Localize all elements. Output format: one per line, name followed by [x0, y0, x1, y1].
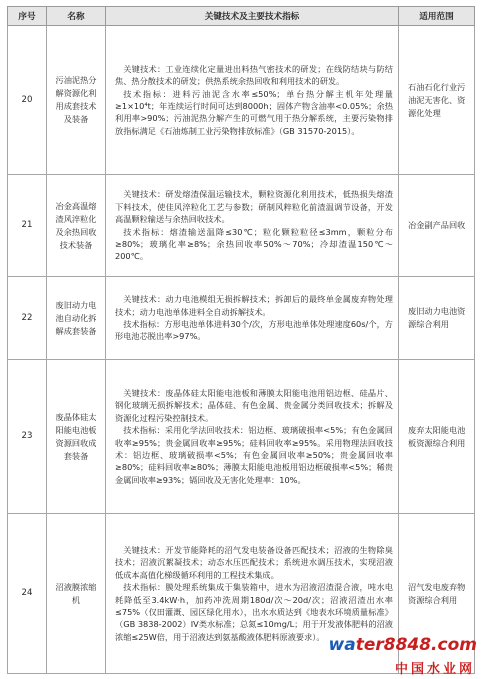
tech-key-paragraph: 关键技术：工业连续化定量进出料热气密技术的研发；在线防结块与防结焦、热分散技术的研发；供热系统余热回收和利用技术的研发。 [115, 63, 393, 87]
tech-key-paragraph: 关键技术：废晶体硅太阳能电池板和薄膜太阳能电池用铝边框、硅晶片、钢化玻璃无损拆解技术；晶体硅、有色金属、贵金属分类回收技术；拆解及资源化过程污染控制技术。 [115, 387, 393, 423]
row-number: 21 [8, 175, 47, 277]
row-number: 23 [8, 360, 47, 514]
row-number: 20 [8, 26, 47, 175]
col-header-tech: 关键技术及主要技术指标 [106, 7, 399, 26]
row-number: 24 [8, 514, 47, 674]
row-scope: 废旧动力电池资源综合利用 [399, 277, 475, 360]
tech-index-paragraph: 技术指标：采用化学法回收技术：铝边框、玻璃破损率<5%；有色金属回收率≥95%；贵金属回收率≥95%；硅料回收率≥95%。采用物理法回收技术：铝边框、玻璃破损率<5%；有色金属回收率≥50%；贵金属回收率≥80%；硅料回收率≥80%；薄膜太阳能电池板用铝边框破损率<5%；稀贵金属回收率≥93%；镉回收及无害化处理率：10%。 [115, 425, 393, 485]
watermark-brand-rest: ter8848.com [355, 635, 477, 655]
table-row [8, 360, 475, 514]
col-header-no: 序号 [8, 7, 47, 26]
table-row [8, 26, 475, 175]
row-number: 22 [8, 277, 47, 360]
row-name: 沼液膜浓缩机 [47, 514, 106, 674]
tech-index-paragraph: 技术指标：膜处理系统集成于集装箱中，进水为沼液沼渣混合液，吨水电耗降低至3.4kW·h，加药冲洗周期180d/次～20d/次；沼液沼渣出水率≤75%（仅田灌溉、园区绿化用水），出水水质达到《地表水环境质量标准》（GB 3838-2002）IV类水标准；总氮≤10mg/L；用于开发液体肥料的沼液浓缩≤25W倍，用于沼液达到氨基酸液体肥料原液要求）。 [115, 582, 393, 642]
row-scope: 废弃太阳能电池板资源综合利用 [399, 360, 475, 514]
tech-index-paragraph: 技术指标：方形电池单体进料30个/次，方形电池单体处理速度60s/个，方形电池芯脱出率>97%。 [115, 319, 393, 342]
row-tech [106, 175, 399, 277]
row-tech [106, 277, 399, 360]
row-name: 污油泥热分解资源化利用成套技术及装备 [47, 26, 106, 175]
col-header-scope: 适用范围 [399, 7, 475, 26]
tech-index-paragraph: 技术指标：熔渣输送温降≤30℃；粒化颗粒粒径≤3mm，颗粒分布≥80%；玻璃化率≥8%；余热回收率50%～70%；冷却渣温150℃～200℃。 [115, 226, 393, 262]
table-row [8, 175, 475, 277]
table-header-row [8, 7, 475, 26]
watermark-domain [329, 635, 477, 655]
row-scope: 石油石化行业污油泥无害化、资源化处理 [399, 26, 475, 175]
tech-key-paragraph: 关键技术：开发节能降耗的沼气发电装备设备匹配技术；沼液的生物除臭技术；沼液沉絮凝技术；动态水压匹配技术；系统进水调压技术，实现沼液低成本高值化梯级循环利用的工程技术集成。 [115, 544, 393, 580]
watermark-brand-w: wa [328, 635, 356, 655]
tech-table [7, 6, 475, 674]
col-header-name: 名称 [47, 7, 106, 26]
tech-key-paragraph: 关键技术：动力电池模组无损拆解技术；拆卸后的最终单金属废弃物处理技术；动力电池单体进料全自动拆解技术。 [115, 294, 393, 317]
tech-index-paragraph: 技术指标：进料污油泥含水率≤50%；单台热分解主机年处理量≥1×10⁴t；年连续运行时间可达到8000h；固体产物含油率<0.05%；余热利用率>90%；污油泥热分解产生的可燃气用于热分解系统，主要污染物排放指标满足《石油炼制工业污染物排放标准》（GB 31570-2015）。 [115, 88, 393, 136]
watermark-cn: 中国水业网 [394, 662, 475, 677]
row-name: 废晶体硅太阳能电池板资源回收成套装备 [47, 360, 106, 514]
row-name: 冶金高温熔渣风淬粒化及余热回收技术装备 [47, 175, 106, 277]
table-row [8, 277, 475, 360]
row-name: 废旧动力电池自动化拆解成套装备 [47, 277, 106, 360]
row-scope: 冶金副产品回收 [399, 175, 475, 277]
watermark-logo [328, 635, 477, 677]
row-tech [106, 360, 399, 514]
row-scope: 沼气发电废弃物资源综合利用 [399, 514, 475, 674]
tech-key-paragraph: 关键技术：研发熔渣保温运输技术，颗粒资源化利用技术，低热损失熔渣下料技术，使佳风淬粒化工艺与参数；研制风粹粒化前渣温调节设备，开发高温颗粒输送与余热回收技术。 [115, 189, 393, 225]
row-tech [106, 26, 399, 175]
